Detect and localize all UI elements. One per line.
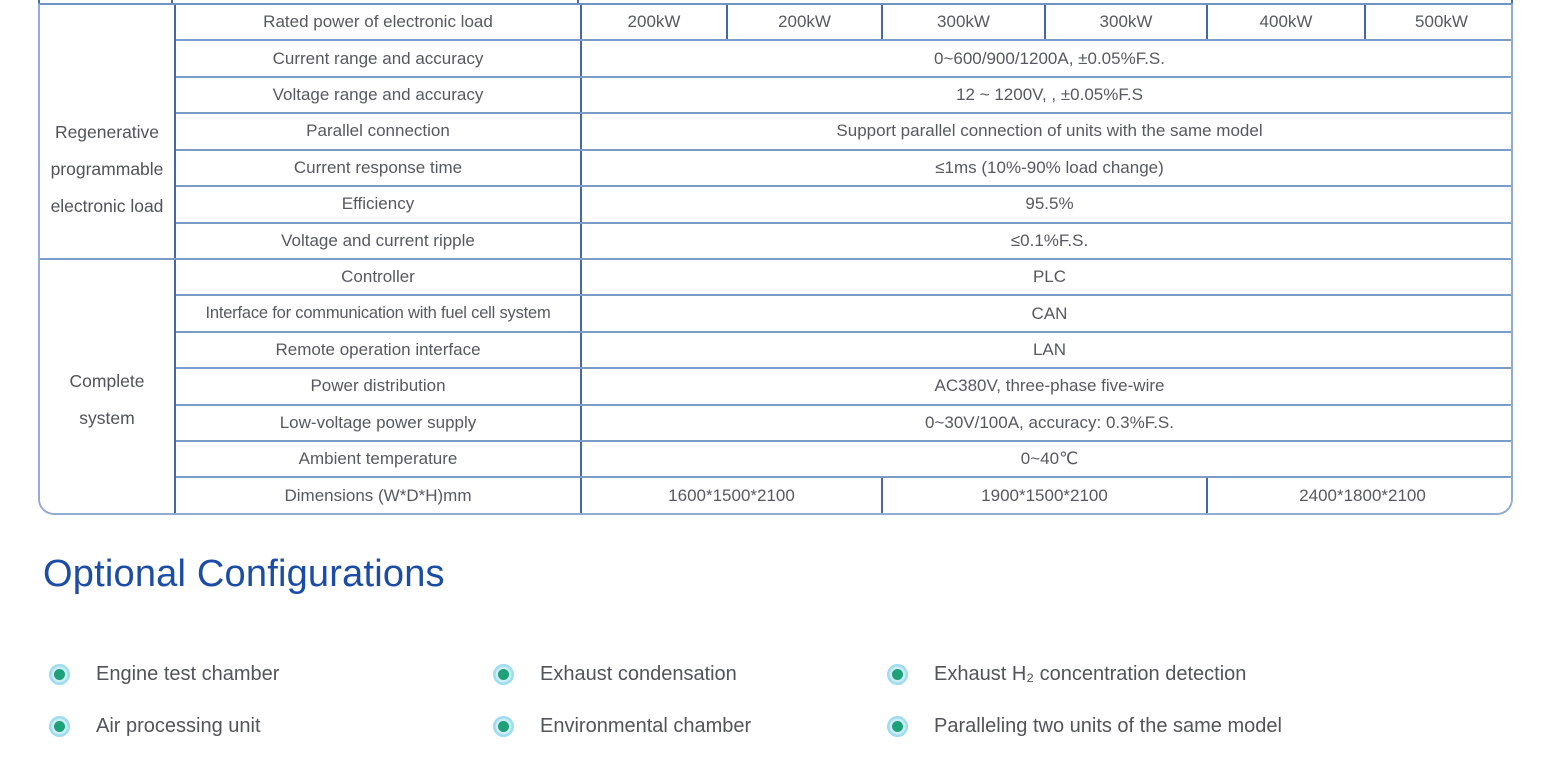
option-label: Exhaust H₂ concentration detection: [934, 662, 1247, 685]
spec-value-cell: 95.5%: [581, 186, 1513, 222]
optional-configurations-heading: Optional Configurations: [43, 553, 445, 595]
spec-table: [38, 3, 1513, 515]
spec-param-cell: Controller: [175, 259, 581, 295]
section-label-line: electronic load: [50, 196, 164, 217]
section-label-complete-system: [39, 259, 175, 514]
table-row: [39, 405, 1513, 441]
option-bullet-icon: [887, 664, 908, 685]
table-row: [39, 113, 1513, 149]
spec-value-cell: 400kW: [1207, 4, 1365, 40]
table-row: [39, 40, 1513, 76]
table-row: [39, 441, 1513, 477]
table-row: [39, 368, 1513, 404]
spec-value-cell: 12 ~ 1200V, , ±0.05%F.S: [581, 77, 1513, 113]
spec-value-cell: 1900*1500*2100: [882, 477, 1207, 513]
option-label: Environmental chamber: [540, 714, 752, 737]
spec-value-cell: 0~40℃: [581, 441, 1513, 477]
spec-value-cell: ≤1ms (10%-90% load change): [581, 150, 1513, 186]
option-item: [493, 713, 751, 739]
spec-value-cell: 0~30V/100A, accuracy: 0.3%F.S.: [581, 405, 1513, 441]
option-item: [49, 661, 279, 687]
spec-value-cell: 0~600/900/1200A, ±0.05%F.S.: [581, 40, 1513, 76]
spec-value-cell: 1600*1500*2100: [581, 477, 882, 513]
spec-value-cell: LAN: [581, 332, 1513, 368]
table-top-stub: [171, 0, 173, 3]
bullet-dot: [892, 669, 903, 680]
table-row: [39, 477, 1513, 513]
section-label-line: Regenerative: [54, 122, 160, 143]
table-row: [39, 150, 1513, 186]
spec-param-cell: Voltage and current ripple: [175, 223, 581, 259]
spec-param-cell: Interface for communication with fuel cell system: [175, 295, 581, 331]
table-row: [39, 223, 1513, 259]
table-row: [39, 332, 1513, 368]
option-bullet-icon: [887, 716, 908, 737]
option-item: [493, 661, 737, 687]
table-row: [39, 4, 1513, 40]
option-bullet-icon: [493, 664, 514, 685]
option-item: [49, 713, 261, 739]
spec-param-cell: Rated power of electronic load: [175, 4, 581, 40]
bullet-dot: [54, 721, 65, 732]
spec-value-cell: Support parallel connection of units with the same model: [581, 113, 1513, 149]
spec-value-cell: 500kW: [1365, 4, 1513, 40]
spec-value-cell: ≤0.1%F.S.: [581, 223, 1513, 259]
option-bullet-icon: [49, 716, 70, 737]
section-label-line: Complete: [69, 370, 145, 391]
bullet-dot: [892, 721, 903, 732]
table-top-stub: [38, 0, 40, 3]
spec-value-cell: CAN: [581, 295, 1513, 331]
option-label: Engine test chamber: [96, 662, 280, 685]
table-top-stub: [1511, 0, 1513, 3]
section-label-line: programmable: [50, 159, 164, 180]
spec-param-cell: Power distribution: [175, 368, 581, 404]
spec-param-cell: Current range and accuracy: [175, 40, 581, 76]
spec-value-cell: AC380V, three-phase five-wire: [581, 368, 1513, 404]
section-label-regenerative-load: [39, 4, 175, 259]
table-row: [39, 295, 1513, 331]
spec-param-cell: Remote operation interface: [175, 332, 581, 368]
spec-param-cell: Low-voltage power supply: [175, 405, 581, 441]
option-item: [887, 713, 1282, 739]
table-top-stub: [577, 0, 579, 3]
spec-param-cell: Current response time: [175, 150, 581, 186]
bullet-dot: [498, 669, 509, 680]
spec-value-cell: 2400*1800*2100: [1207, 477, 1513, 513]
option-label: Paralleling two units of the same model: [934, 714, 1282, 737]
option-bullet-icon: [49, 664, 70, 685]
spec-param-cell: Voltage range and accuracy: [175, 77, 581, 113]
spec-param-cell: Ambient temperature: [175, 441, 581, 477]
table-row: [39, 186, 1513, 222]
table-row: [39, 77, 1513, 113]
spec-table-area: [38, 3, 1513, 515]
spec-param-cell: Parallel connection: [175, 113, 581, 149]
table-row: [39, 259, 1513, 295]
option-item: [887, 661, 1246, 687]
option-label: Exhaust condensation: [540, 662, 737, 685]
option-bullet-icon: [493, 716, 514, 737]
spec-value-cell: PLC: [581, 259, 1513, 295]
spec-param-cell: Efficiency: [175, 186, 581, 222]
spec-value-cell: 300kW: [882, 4, 1045, 40]
spec-table-border: [38, 3, 1513, 515]
spec-value-cell: 200kW: [727, 4, 882, 40]
option-label: Air processing unit: [96, 714, 261, 737]
spec-param-cell: Dimensions (W*D*H)mm: [175, 477, 581, 513]
bullet-dot: [498, 721, 509, 732]
section-label-line: system: [79, 407, 135, 428]
spec-value-cell: 200kW: [581, 4, 727, 40]
bullet-dot: [54, 669, 65, 680]
spec-value-cell: 300kW: [1045, 4, 1207, 40]
